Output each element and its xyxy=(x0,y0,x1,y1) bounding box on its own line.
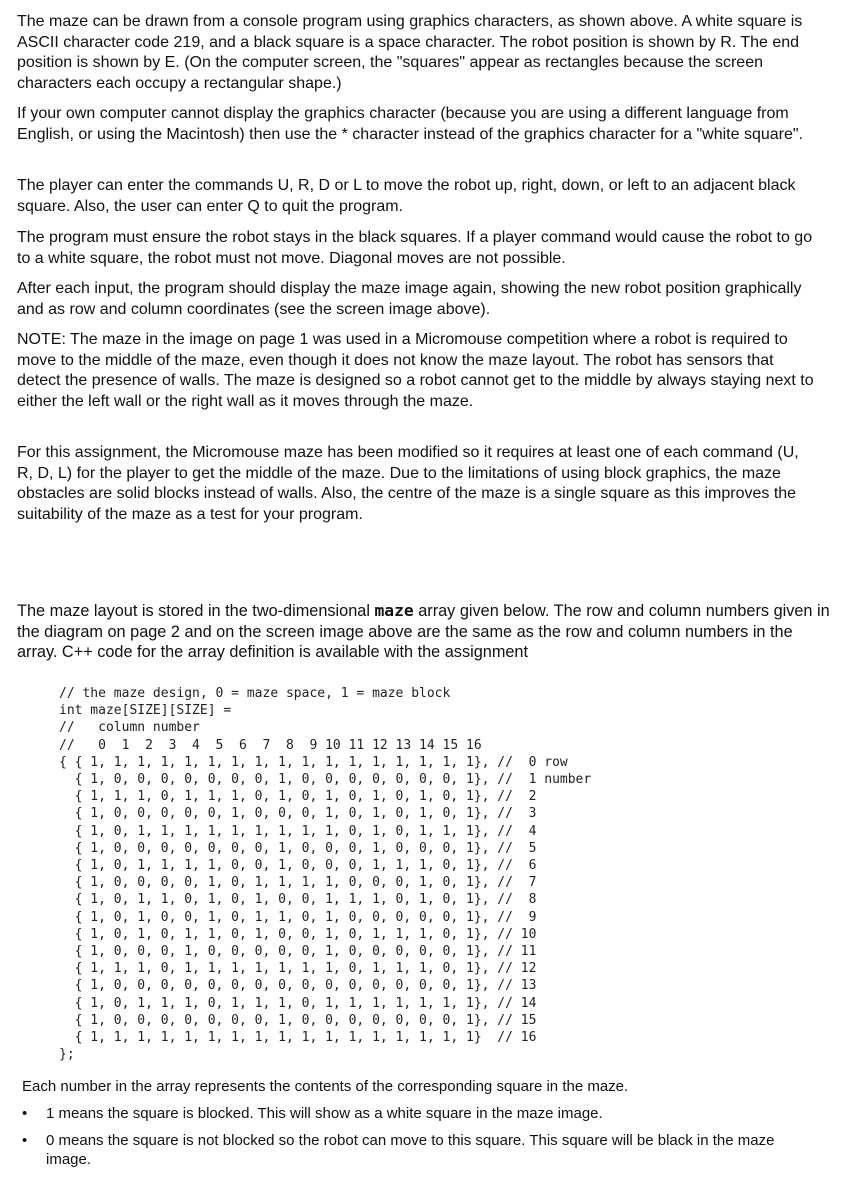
bullet-marker: • xyxy=(22,1105,28,1122)
paragraph-fallback-character: If your own computer cannot display the graphics character (because you are using a different language from English, or using the Macintosh) then use the * character instead of the graphics character for a "white square". xyxy=(17,105,804,143)
paragraph-micromouse-note: NOTE: The maze in the image on page 1 was used in a Micromouse competition where a robot is required to move to the middle of the maze, even though it does not know the maze layout. The robot has sensors that detect the presence of walls. The maze is designed so a robot cannot get to the middle by always staying next to either the left wall or the right wall as it moves through the maze. xyxy=(17,331,814,410)
maze-array-code-listing: // the maze design, 0 = maze space, 1 = maze block int maze[SIZE][SIZE] = // column number // 0 1 2 3 4 5 6 7 8 9 10 11 12 13 14 15 16 { { 1, 1, 1, 1, 1, 1, 1, 1, 1, 1, 1, 1, 1, 1, 1, 1, 1}, // 0 row { 1, 0, 0, 0, 0, 0, 0, 0, 1, 0, 0, 0, 0, 0, 0, 0, 1}, // 1 number { 1, 1, 1, 0, 1, 1, 1, 0, 1, 0, 1, 0, 1, 0, 1, 0, 1}, // 2 { 1, 0, 0, 0, 0, 0, 1, 0, 0, 0, 1, 0, 1, 0, 1, 0, 1}, // 3 { 1, 0, 1, 1, 1, 1, 1, 1, 1, 1, 1, 0, 1, 0, 1, 1, 1}, // 4 { 1, 0, 0, 0, 0, 0, 0, 0, 1, 0, 0, 0, 1, 0, 0, 0, 1}, // 5 { 1, 0, 1, 1, 1, 1, 0, 0, 1, 0, 0, 0, 1, 1, 1, 0, 1}, // 6 { 1, 0, 0, 0, 0, 1, 0, 1, 1, 1, 1, 0, 0, 0, 1, 0, 1}, // 7 { 1, 0, 1, 1, 0, 1, 0, 1, 0, 0, 1, 1, 1, 0, 1, 0, 1}, // 8 { 1, 0, 1, 0, 0, 1, 0, 1, 1, 0, 1, 0, 0, 0, 0, 0, 1}, // 9 { 1, 0, 1, 0, 1, 1, 0, 1, 0, 0, 1, 0, 1, 1, 1, 0, 1}, // 10 { 1, 0, 0, 0, 1, 0, 0, 0, 0, 0, 1, 0, 0, 0, 0, 0, 1}, // 11 { 1, 1, 1, 0, 1, 1, 1, 1, 1, 1, 1, 0, 1, 1, 1, 0, 1}, // 12 { 1, 0, 0, 0, 0, 0, 0, 0, 0, 0, 0, 0, 0, 0, 0, 0, 1}, // 13 { 1, 0, 1, 1, 1, 0, 1, 1, 1, 0, 1, 1, 1, 1, 1, 1, 1}, // 14 { 1, 0, 0, 0, 0, 0, 0, 0, 1, 0, 0, 0, 0, 0, 0, 0, 1}, // 15 { 1, 1, 1, 1, 1, 1, 1, 1, 1, 1, 1, 1, 1, 1, 1, 1, 1} // 16 }; xyxy=(59,686,592,1063)
paragraph-redisplay: After each input, the program should display the maze image again, showing the new robot position graphically and as row and column coordinates (see the screen image above). xyxy=(17,280,802,318)
paragraph-maze-layout-end: array given below. The row and column numbers given in the diagram on page 2 and on the screen image above are the same as the row and column numbers in the array. C++ code for the array definition is available with the assignment xyxy=(17,602,830,662)
paragraph-player-commands: The player can enter the commands U, R, D or L to move the robot up, right, down, or left to an adjacent black square. Also, the user can enter Q to quit the program. xyxy=(17,177,796,215)
paragraph-array-meaning: Each number in the array represents the contents of the corresponding square in the maze. xyxy=(22,1078,629,1095)
paragraph-maze-drawing: The maze can be drawn from a console program using graphics characters, as shown above. A white square is ASCII character code 219, and a black square is a space character. The robot position is shown by R. The end position is shown by E. (On the computer screen, the "squares" appear as rectangles because the screen characters each occupy a rectangular shape.) xyxy=(17,13,803,92)
paragraph-maze-layout xyxy=(17,601,837,663)
bullet-marker: • xyxy=(22,1132,28,1149)
bullet-text-open: 0 means the square is not blocked so the robot can move to this square. This square will be black in the maze image. xyxy=(46,1132,775,1168)
bullet-text-blocked: 1 means the square is blocked. This will show as a white square in the maze image. xyxy=(46,1105,603,1122)
paragraph-movement-rules: The program must ensure the robot stays in the black squares. If a player command would cause the robot to go to a white square, the robot must not move. Diagonal moves are not possible. xyxy=(17,229,813,267)
paragraph-assignment-modification: For this assignment, the Micromouse maze has been modified so it requires at least one of each command (U, R, D, L) for the player to get the middle of the maze. Due to the limitations of using block graphics, the maze obstacles are solid blocks instead of walls. Also, the centre of the maze is a single square as this improves the suitability of the maze as a test for your program. xyxy=(17,444,799,523)
inline-code-maze: maze xyxy=(374,601,414,620)
paragraph-maze-layout-start: The maze layout is stored in the two-dimensional xyxy=(17,602,375,620)
